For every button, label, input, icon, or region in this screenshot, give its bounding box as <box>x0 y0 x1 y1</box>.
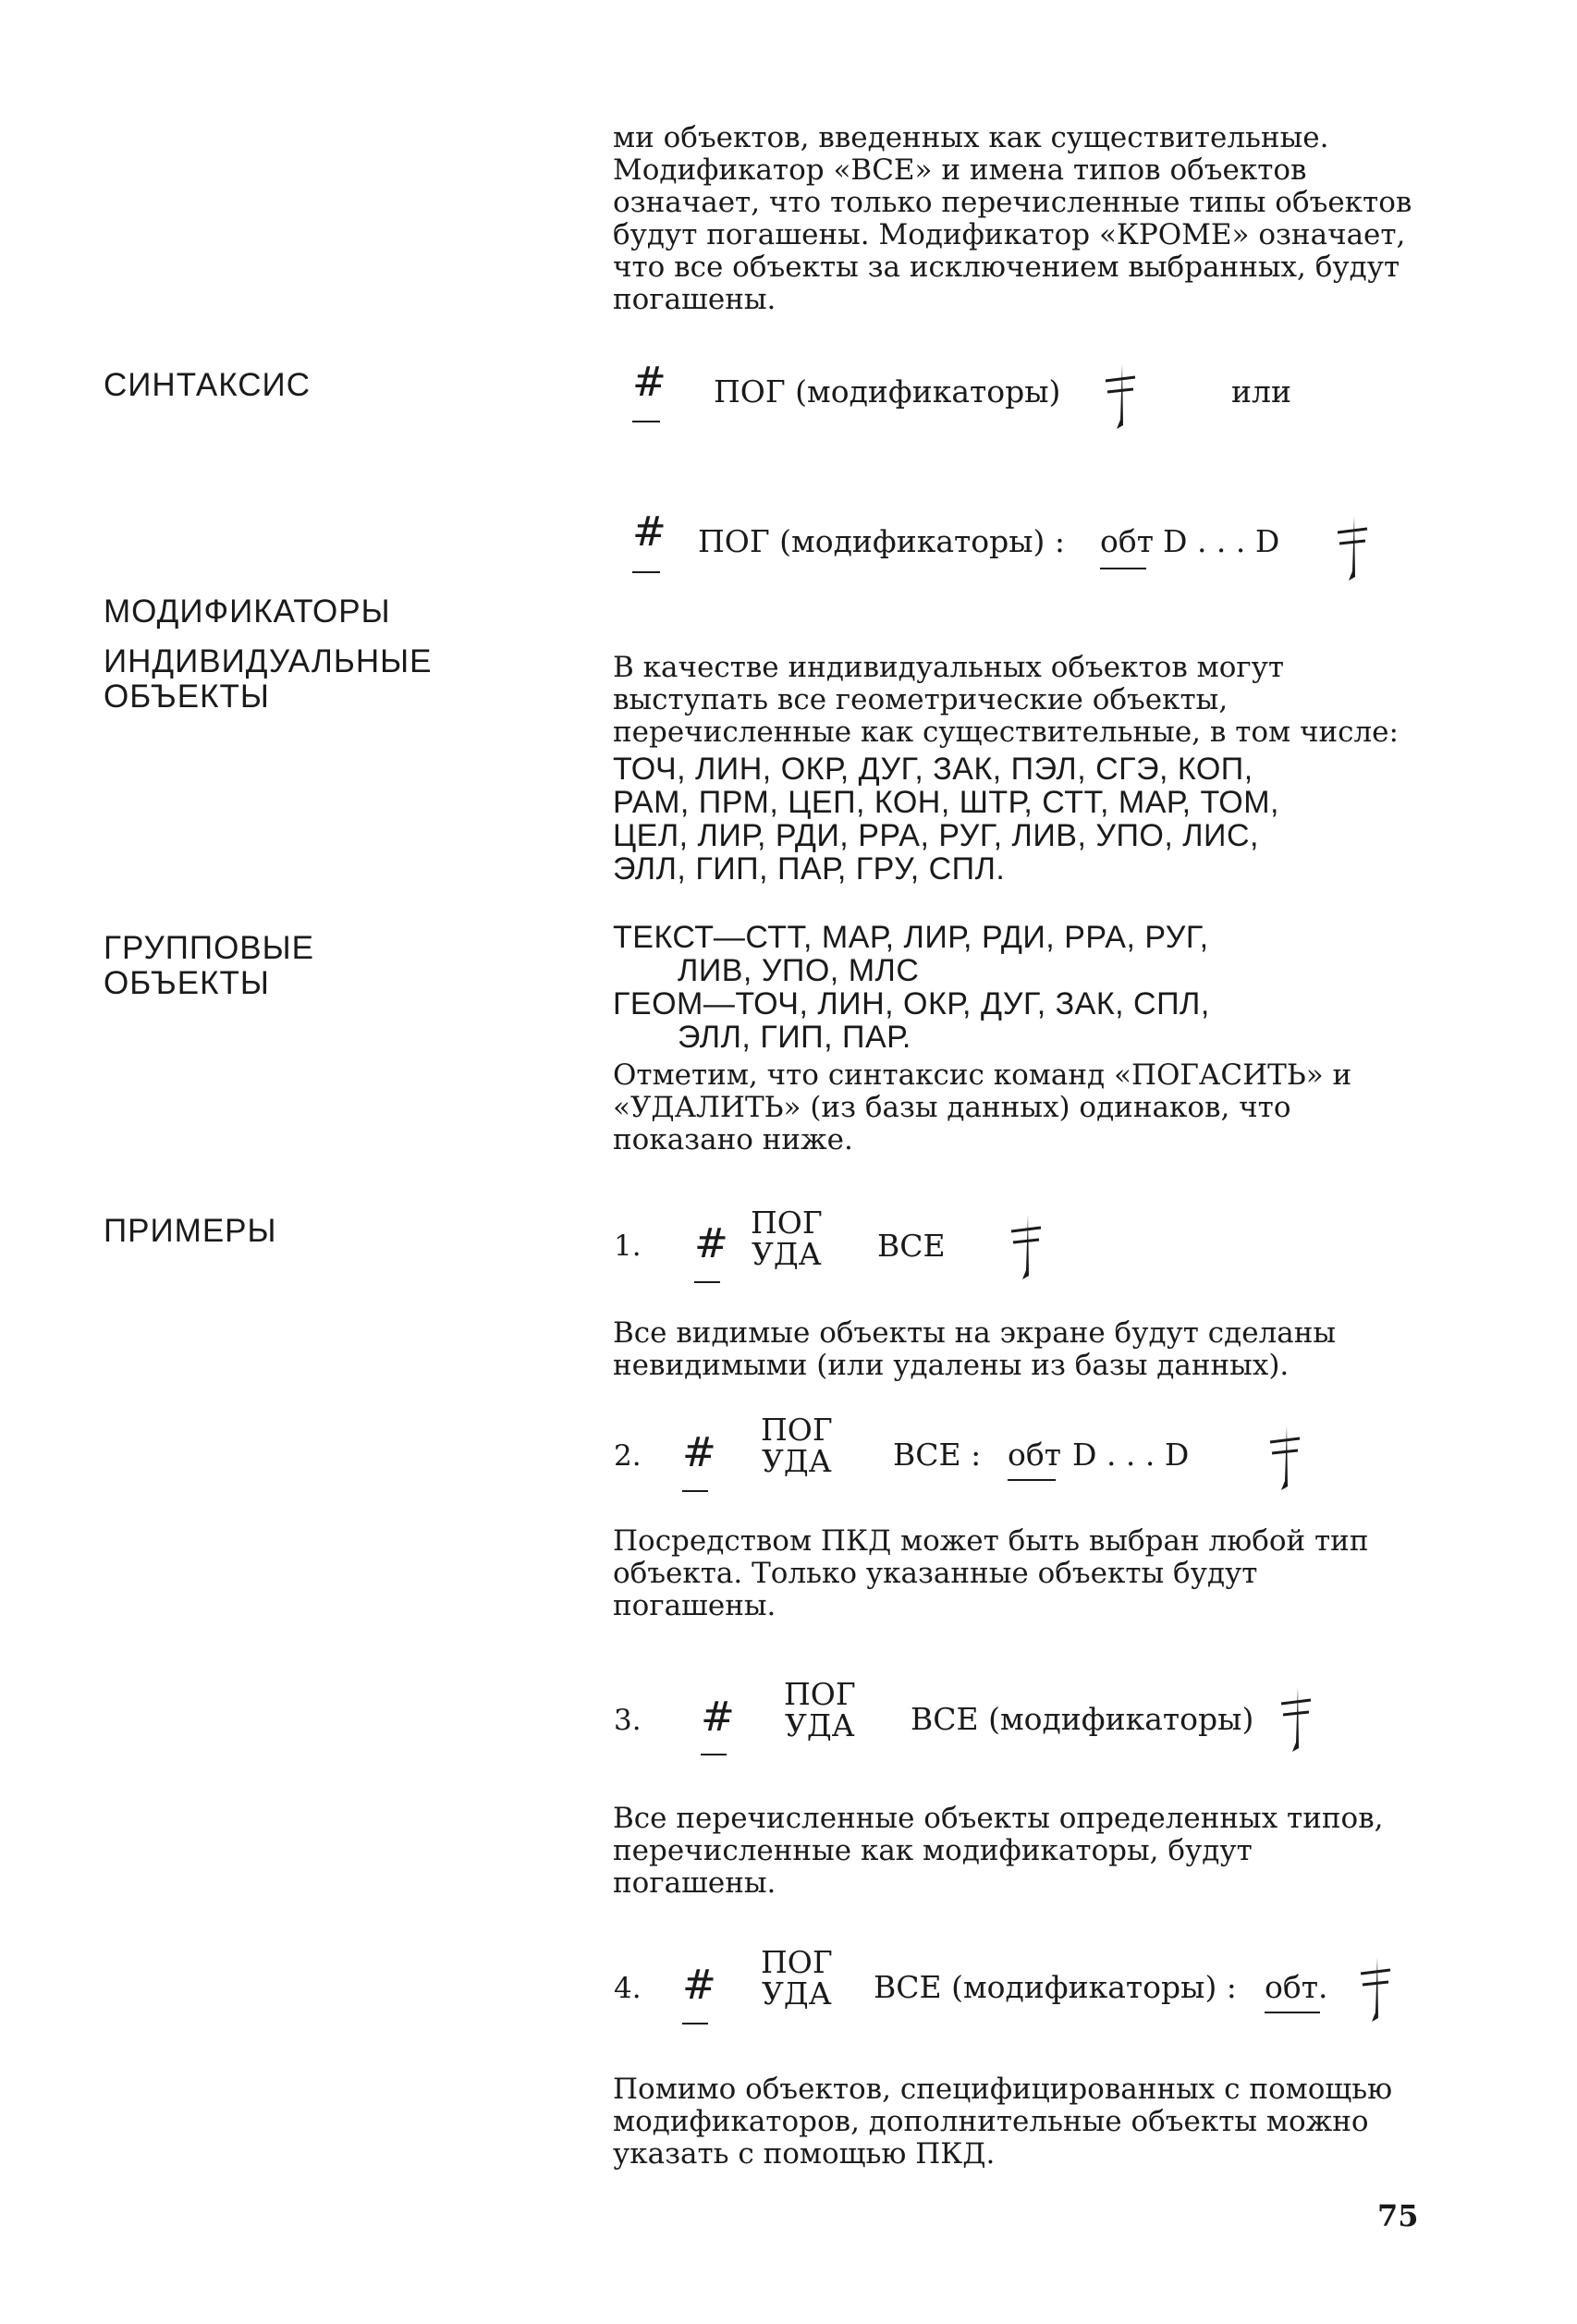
obt-underline <box>1100 568 1146 569</box>
hash-underline <box>682 1490 708 1492</box>
example-command: ВСЕ <box>877 1228 946 1264</box>
example-command: ВСЕ (модификаторы) : <box>874 1969 1237 2005</box>
hash-symbol: # <box>632 359 666 406</box>
example-description: Помимо объектов, специфицированных с помощью модификаторов, дополнительные объекты можно указать с помощью ПКД. <box>613 2073 1393 2171</box>
pog-label: ПОГ <box>761 1944 833 1980</box>
page-number: 75 <box>1377 2198 1419 2233</box>
syntax-line-1: ПОГ (модификаторы) <box>714 373 1061 410</box>
uda-label: УДА <box>752 1236 822 1272</box>
pog-uda-stack <box>761 1944 833 2012</box>
hash-symbol: # <box>682 1962 716 2009</box>
obt-underline <box>1008 1479 1056 1481</box>
heading-group-line-2: ОБЪЕКТЫ <box>104 965 270 1001</box>
heading-modifiers: МОДИФИКАТОРЫ <box>104 593 391 630</box>
d-range: D . . . D <box>1163 523 1280 559</box>
pog-label: ПОГ <box>751 1205 823 1241</box>
obt-label: обт <box>1100 523 1154 559</box>
hash-symbol: # <box>694 1220 728 1267</box>
pog-uda-stack <box>751 1207 823 1270</box>
syntax-line-2: ПОГ (модификаторы) : <box>698 523 1066 559</box>
pog-uda-stack <box>761 1414 833 1477</box>
pog-uda-stack <box>784 1676 856 1743</box>
heading-group <box>104 931 314 1001</box>
pog-label: ПОГ <box>784 1676 856 1712</box>
group-objects-list <box>613 921 1415 1054</box>
intro-paragraph: ми объектов, введенных как существительные. Модификатор «ВСЕ» и имена типов объектов означает, что только перечисленные типы объектов будут погашены. Модификатор «КРОМЕ» означает, что все объекты за исключением выбранных, будут погашены. <box>613 121 1412 316</box>
end-marker-icon <box>1102 362 1139 436</box>
individual-description: В качестве индивидуальных объектов могут выступать все геометрические объекты, перечисленные как существительные, в том числе: <box>613 651 1399 749</box>
example-number: 1. <box>614 1229 642 1263</box>
heading-individual <box>104 644 432 715</box>
list-item: ЛИВ, УПО, МЛС <box>678 953 920 988</box>
pog-label: ПОГ <box>761 1412 833 1448</box>
list-item: ЦЕЛ, ЛИР, РДИ, РРА, РУГ, ЛИВ, УПО, ЛИС, <box>613 818 1259 853</box>
hash-symbol: # <box>682 1429 716 1476</box>
hash-symbol: # <box>632 508 666 556</box>
example-command: ВСЕ (модификаторы) <box>911 1701 1254 1737</box>
list-item: ГЕОМ—ТОЧ, ЛИН, ОКР, ДУГ, ЗАК, СПЛ, <box>613 986 1210 1021</box>
syntax-or: или <box>1231 373 1291 410</box>
example-command: ВСЕ : <box>893 1437 982 1473</box>
example-description: Все видимые объекты на экране будут сделаны невидимыми (или удалены из базы данных). <box>613 1316 1337 1382</box>
heading-group-line-1: ГРУППОВЫЕ <box>104 930 314 966</box>
obt-label: обт <box>1008 1437 1061 1473</box>
list-item: ЭЛЛ, ГИП, ПАР. <box>678 1020 911 1055</box>
heading-syntax: СИНТАКСИС <box>104 367 311 403</box>
end-marker-icon <box>1357 1955 1394 2029</box>
example-description: Посредством ПКД может быть выбран любой тип объекта. Только указанные объекты будут погашены. <box>613 1524 1369 1622</box>
uda-label: УДА <box>762 1975 832 2012</box>
hash-underline <box>632 421 660 422</box>
individual-objects-list <box>613 752 1415 886</box>
end-marker-icon <box>1266 1424 1303 1498</box>
hash-underline <box>632 571 660 573</box>
example-description: Все перечисленные объекты определенных типов, перечисленные как модификаторы, будут погашены. <box>613 1802 1384 1900</box>
obt-label: обт. <box>1265 1969 1328 2005</box>
example-number: 4. <box>614 1972 642 2005</box>
heading-examples: ПРИМЕРЫ <box>104 1213 277 1249</box>
hash-underline <box>694 1281 720 1283</box>
end-marker-icon <box>1334 514 1371 588</box>
group-note: Отметим, что синтаксис команд «ПОГАСИТЬ» и «УДАЛИТЬ» (из базы данных) одинаков, что показано ниже. <box>613 1058 1352 1156</box>
heading-individual-line-2: ОБЪЕКТЫ <box>104 679 270 715</box>
list-item: РАМ, ПРМ, ЦЕП, КОН, ШТР, СТТ, МАР, ТОМ, <box>613 785 1279 820</box>
example-number: 2. <box>614 1439 642 1473</box>
hash-underline <box>682 2023 708 2024</box>
d-range: D . . . D <box>1072 1437 1190 1473</box>
end-marker-icon <box>1008 1213 1045 1287</box>
list-item: ТОЧ, ЛИН, ОКР, ДУГ, ЗАК, ПЭЛ, СГЭ, КОП, <box>613 752 1253 787</box>
obt-underline <box>1265 2012 1320 2013</box>
hash-symbol: # <box>701 1694 735 1741</box>
heading-individual-line-1: ИНДИВИДУАЛЬНЫЕ <box>104 643 433 679</box>
example-number: 3. <box>614 1704 642 1737</box>
uda-label: УДА <box>762 1443 832 1479</box>
hash-underline <box>701 1754 727 1755</box>
uda-label: УДА <box>785 1707 855 1743</box>
end-marker-icon <box>1277 1685 1314 1759</box>
list-item: ЭЛЛ, ГИП, ПАР, ГРУ, СПЛ. <box>613 851 1006 887</box>
list-item: ТЕКСТ—СТТ, МАР, ЛИР, РДИ, РРА, РУГ, <box>613 920 1209 955</box>
